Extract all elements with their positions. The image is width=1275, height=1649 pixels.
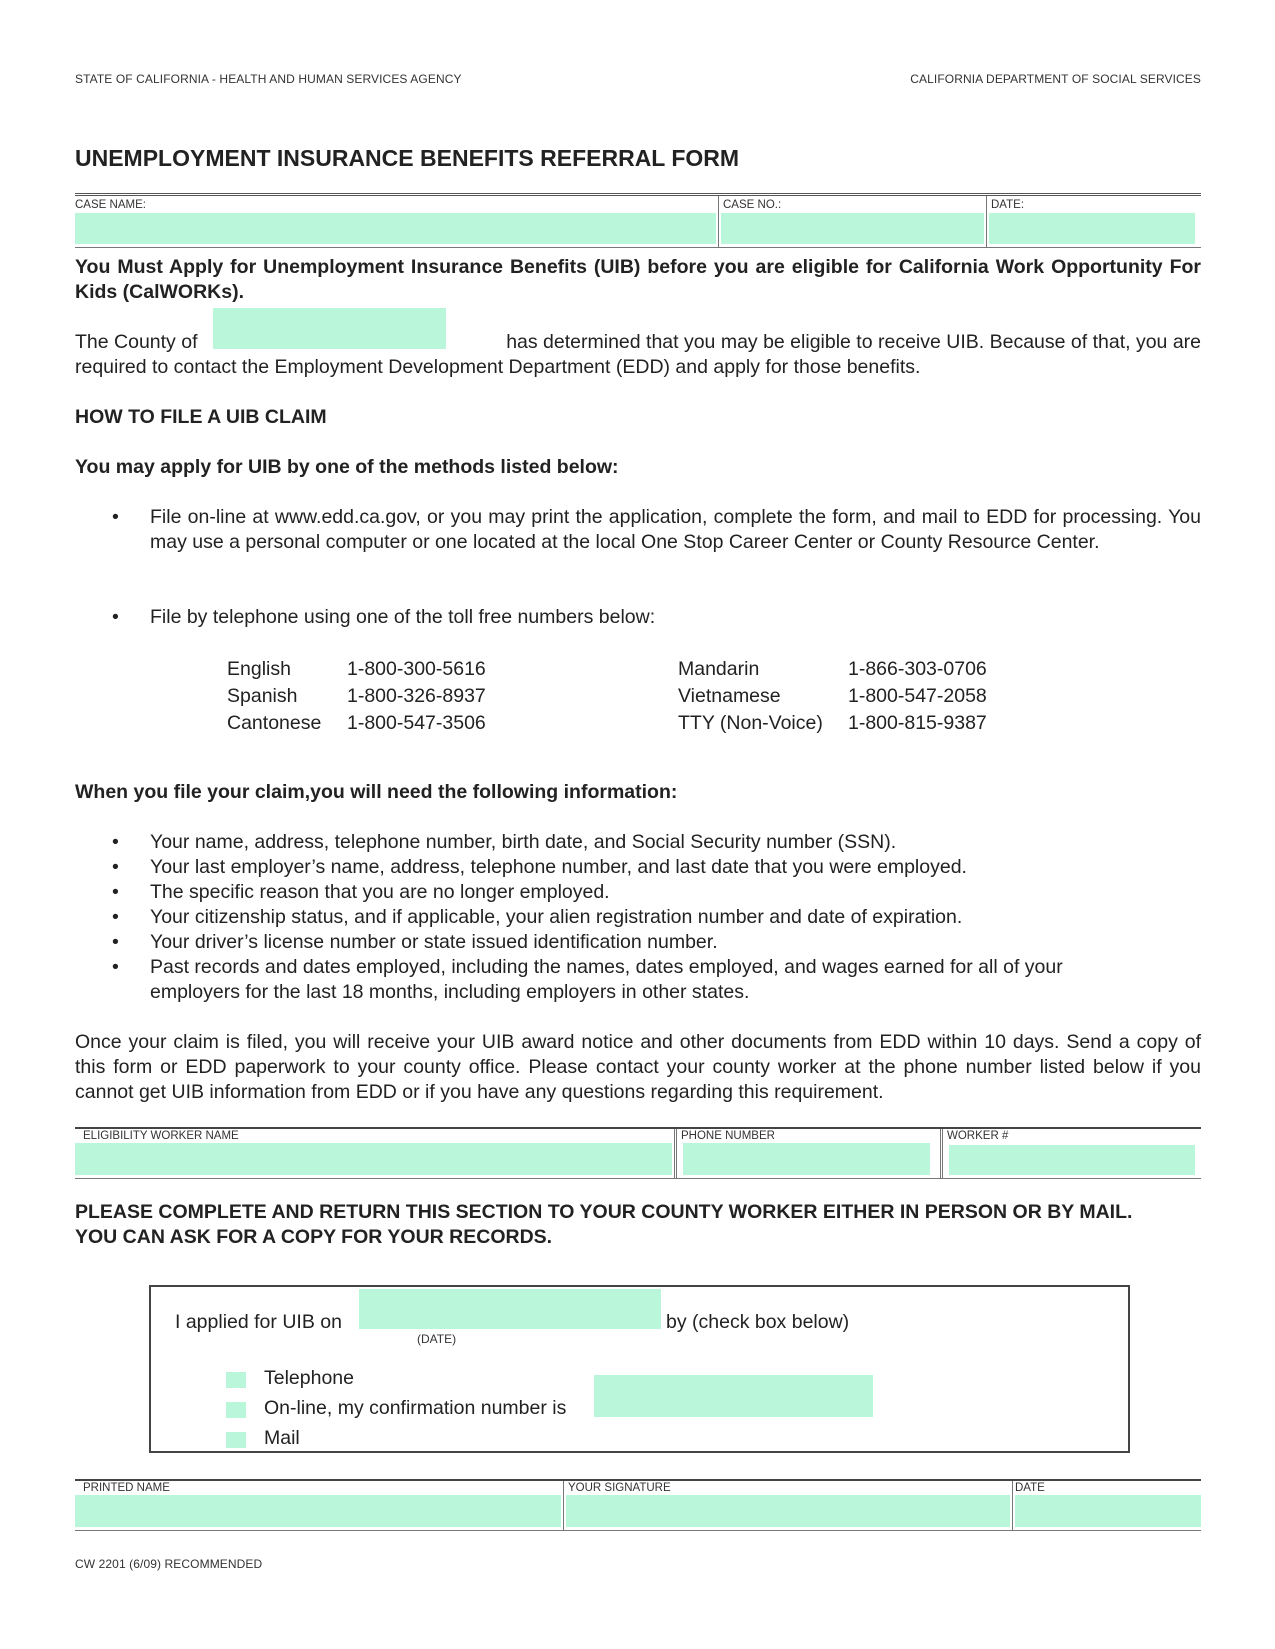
form-id: CW 2201 (6/09) RECOMMENDED xyxy=(75,1557,263,1571)
how-to-heading: HOW TO FILE A UIB CLAIM xyxy=(75,406,327,428)
confirmation-number-input[interactable] xyxy=(594,1375,873,1417)
printed-name-label: PRINTED NAME xyxy=(83,1482,170,1494)
case-name-input[interactable] xyxy=(75,213,716,244)
worker-name-cell xyxy=(75,1129,674,1178)
case-date-cell xyxy=(986,196,1201,247)
worker-name-label: ELIGIBILITY WORKER NAME xyxy=(83,1130,239,1142)
worker-name-input[interactable] xyxy=(75,1143,672,1175)
bullet-icon: • xyxy=(112,856,119,878)
case-date-label: DATE: xyxy=(991,199,1025,211)
county-input[interactable] xyxy=(213,308,446,349)
bullet-icon: • xyxy=(112,506,119,528)
phone-lang: Cantonese xyxy=(227,712,322,734)
phone-row xyxy=(678,711,987,736)
online-option-label: On-line, my confirmation number is xyxy=(264,1397,567,1419)
signature-input[interactable] xyxy=(566,1495,1010,1527)
phone-number: 1-866-303-0706 xyxy=(848,658,987,680)
worker-number-cell xyxy=(940,1129,1201,1178)
bullet-icon: • xyxy=(112,931,119,953)
divider xyxy=(75,1530,1201,1531)
phone-row xyxy=(678,684,987,709)
county-line2: required to contact the Employment Development Department (EDD) and apply for those benefits. xyxy=(75,356,921,378)
info-item: The specific reason that you are no longer employed. xyxy=(150,881,610,903)
printed-name-cell xyxy=(75,1481,563,1530)
phone-number: 1-800-326-8937 xyxy=(347,685,486,707)
phone-list-right xyxy=(676,655,989,738)
phone-row xyxy=(227,684,486,709)
info-heading: When you file your claim,you will need the following information: xyxy=(75,781,678,803)
return-notice-line1: PLEASE COMPLETE AND RETURN THIS SECTION TO YOUR COUNTY WORKER EITHER IN PERSON OR BY MAIL. xyxy=(75,1201,1133,1223)
mail-option-label: Mail xyxy=(264,1427,300,1449)
bullet-icon: • xyxy=(112,831,119,853)
mail-checkbox[interactable] xyxy=(226,1432,246,1448)
county-line1-rest: has determined that you may be eligible to receive UIB. Because of that, you are xyxy=(506,331,1201,353)
phone-row xyxy=(678,657,987,682)
phone-lang: TTY (Non-Voice) xyxy=(678,712,823,734)
bullet-icon: • xyxy=(112,606,119,628)
info-item: Past records and dates employed, including the names, dates employed, and wages earned for all of your employers for the last 18 months, including employers in other states. xyxy=(150,956,1063,1003)
telephone-option-label: Telephone xyxy=(264,1367,354,1389)
phone-list-left xyxy=(225,655,488,738)
worker-phone-input[interactable] xyxy=(683,1143,930,1175)
telephone-checkbox[interactable] xyxy=(226,1372,246,1388)
worker-number-label: WORKER # xyxy=(947,1130,1009,1142)
case-name-label: CASE NAME: xyxy=(75,199,146,211)
phone-number: 1-800-815-9387 xyxy=(848,712,987,734)
sign-date-label: DATE xyxy=(1015,1482,1045,1494)
agency-right: CALIFORNIA DEPARTMENT OF SOCIAL SERVICES xyxy=(910,72,1201,86)
bullet-icon: • xyxy=(112,906,119,928)
phone-lang: English xyxy=(227,658,291,680)
bullet-icon: • xyxy=(112,881,119,903)
case-fields-row xyxy=(75,193,1201,247)
applied-date-input[interactable] xyxy=(359,1289,661,1329)
sign-date-input[interactable] xyxy=(1015,1495,1201,1527)
worker-phone-cell xyxy=(674,1129,940,1178)
case-no-input[interactable] xyxy=(721,213,984,244)
page-title: UNEMPLOYMENT INSURANCE BENEFITS REFERRAL FORM xyxy=(75,145,740,171)
phone-number: 1-800-300-5616 xyxy=(347,658,486,680)
closing-paragraph: Once your claim is filed, you will receive your UIB award notice and other documents from EDD within 10 days. Send a copy of this form or EDD paperwork to your county office. Please contact your county worker at the phone number listed below if you cannot get UIB information from EDD or if you have any questions regarding this requirement. xyxy=(75,1031,1201,1103)
date-caption: (DATE) xyxy=(417,1332,457,1346)
info-item: Your last employer’s name, address, telephone number, and last date that you were employed. xyxy=(150,856,967,878)
case-date-input[interactable] xyxy=(989,213,1195,244)
bullet-icon: • xyxy=(112,956,119,978)
phone-row xyxy=(227,657,486,682)
online-checkbox[interactable] xyxy=(226,1402,246,1418)
phone-lang: Mandarin xyxy=(678,658,760,680)
case-no-label: CASE NO.: xyxy=(723,199,782,211)
case-no-cell xyxy=(718,196,986,247)
printed-name-input[interactable] xyxy=(75,1495,561,1527)
phone-number: 1-800-547-3506 xyxy=(347,712,486,734)
worker-number-input[interactable] xyxy=(949,1145,1195,1175)
applied-prefix: I applied for UIB on xyxy=(175,1311,342,1333)
method-telephone: File by telephone using one of the toll free numbers below: xyxy=(150,606,656,628)
phone-number: 1-800-547-2058 xyxy=(848,685,987,707)
applied-section xyxy=(149,1285,1130,1453)
county-prefix: The County of xyxy=(75,331,198,353)
return-notice-line2: YOU CAN ASK FOR A COPY FOR YOUR RECORDS. xyxy=(75,1226,553,1248)
signature-cell xyxy=(563,1481,1012,1530)
worker-fields-row xyxy=(75,1127,1201,1178)
divider xyxy=(75,1178,1201,1179)
phone-row xyxy=(227,711,486,736)
info-item: Your driver’s license number or state issued identification number. xyxy=(150,931,718,953)
info-item: Your name, address, telephone number, birth date, and Social Security number (SSN). xyxy=(150,831,897,853)
worker-phone-label: PHONE NUMBER xyxy=(681,1130,775,1142)
how-to-subheading: You may apply for UIB by one of the methods listed below: xyxy=(75,456,619,478)
info-item: Your citizenship status, and if applicable, your alien registration number and date of expiration. xyxy=(150,906,963,928)
sign-date-cell xyxy=(1012,1481,1201,1530)
applied-suffix: by (check box below) xyxy=(666,1311,850,1333)
method-online: File on-line at www.edd.ca.gov, or you may print the application, complete the form, and mail to EDD for processing. You may use a personal computer or one located at the local One Stop Career Center or County Resource Center. xyxy=(150,506,1201,553)
divider xyxy=(75,247,1201,248)
signature-label: YOUR SIGNATURE xyxy=(568,1482,671,1494)
phone-lang: Spanish xyxy=(227,685,298,707)
phone-lang: Vietnamese xyxy=(678,685,781,707)
uib-required-notice: You Must Apply for Unemployment Insurance Benefits (UIB) before you are eligible for California Work Opportunity For Kids (CalWORKs). xyxy=(75,256,1201,303)
agency-left: STATE OF CALIFORNIA - HEALTH AND HUMAN SERVICES AGENCY xyxy=(75,72,462,86)
case-name-cell xyxy=(75,196,718,247)
signature-fields-row xyxy=(75,1479,1201,1530)
